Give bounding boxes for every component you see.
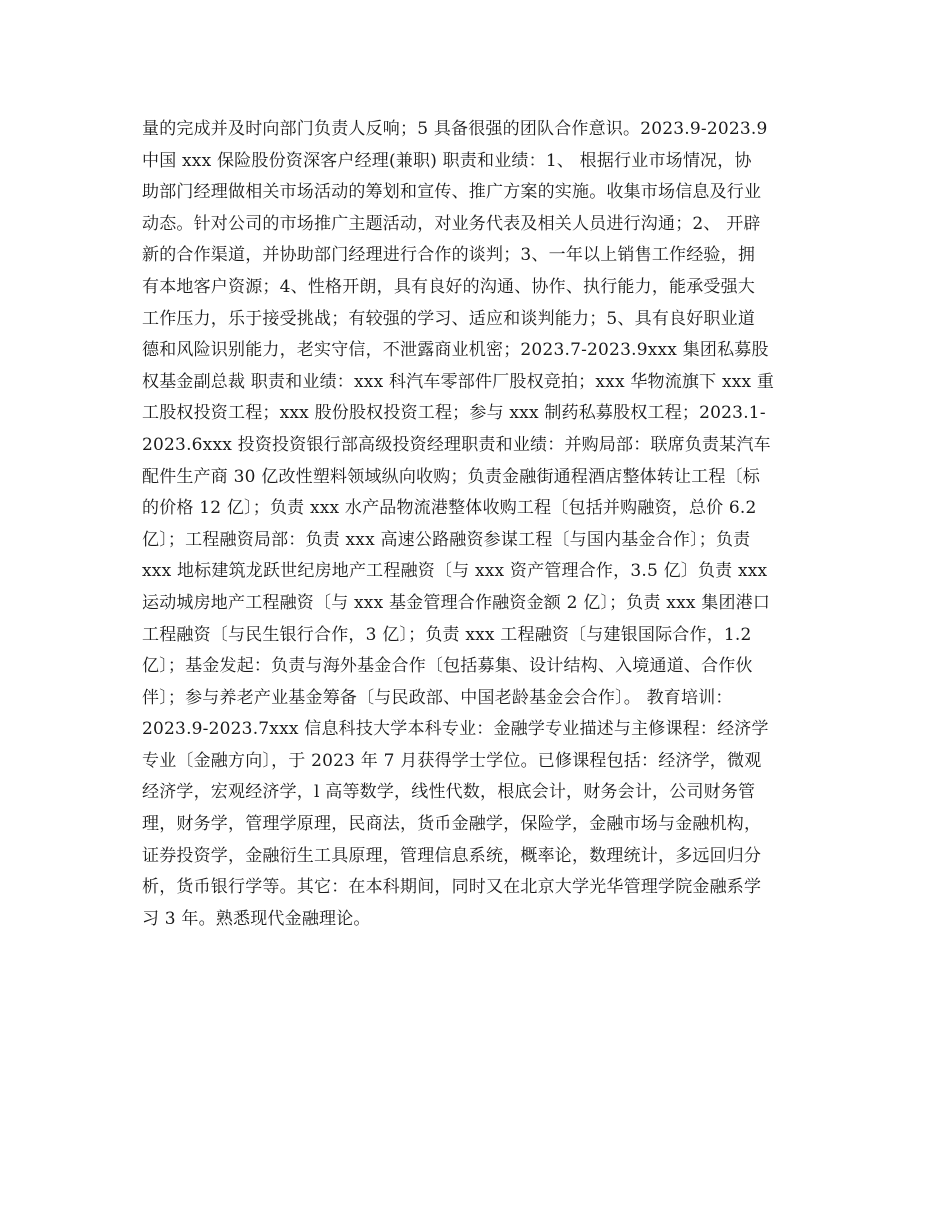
text-line: 2023.9-2023.7xxx 信息科技大学本科专业：金融学专业描述与主修课程：经济学 <box>142 719 769 740</box>
text-line: 习 3 年。熟悉现代金融理论。 <box>142 908 371 929</box>
text-line: 德和风险识别能力，老实守信，不泄露商业机密；2023.7-2023.9xxx 集团私募股 <box>142 340 769 361</box>
text-line: 伴〕；参与养老产业基金筹备〔与民政部、中国老龄基金会合作〕。 教育培训： <box>142 687 733 708</box>
text-line: 析，货币银行学等。其它：在本科期间，同时又在北京大学光华管理学院金融系学 <box>142 877 762 898</box>
text-line: 亿〕；工程融资局部：负责 xxx 高速公路融资参谋工程〔与国内基金合作〕；负责 <box>142 529 751 550</box>
text-line: 配件生产商 30 亿改性塑料领域纵向收购；负责金融街通程酒店整体转让工程〔标 <box>142 466 761 487</box>
text-line: xxx 地标建筑龙跃世纪房地产工程融资〔与 xxx 资产管理合作，3.5 亿〕负责 xxx <box>142 561 768 582</box>
text-line: 工程融资〔与民生银行合作，3 亿〕；负责 xxx 工程融资〔与建银国际合作，1.2 <box>142 624 752 645</box>
text-line: 量的完成并及时向部门负责人反响；5 具备很强的团队合作意识。2023.9-2023.9 <box>142 119 768 139</box>
text-line: 经济学，宏观经济学，l 高等数学，线性代数，根底会计，财务会计，公司财务管 <box>142 782 756 803</box>
text-line: 理，财务学，管理学原理，民商法，货币金融学，保险学，金融市场与金融机构， <box>142 814 762 835</box>
text-line: 证券投资学，金融衍生工具原理，管理信息系统，概率论，数理统计，多远回归分 <box>142 845 762 866</box>
text-line: 工作压力，乐于接受挑战；有较强的学习、适应和谈判能力；5、具有良好职业道 <box>142 308 756 329</box>
text-line: 中国 xxx 保险股份资深客户经理(兼职) 职责和业绩：1、 根据行业市场情况，协 <box>142 150 752 171</box>
text-line: 助部门经理做相关市场活动的筹划和宣传、推广方案的实施。收集市场信息及行业 <box>142 182 762 203</box>
text-line: 2023.6xxx 投资投资银行部高级投资经理职责和业绩：并购局部：联席负责某汽车 <box>142 434 771 455</box>
text-line: 新的合作渠道，并协助部门经理进行合作的谈判；3、一年以上销售工作经验，拥 <box>142 245 756 266</box>
text-line: 动态。针对公司的市场推广主题活动，对业务代表及相关人员进行沟通；2、 开辟 <box>142 213 761 234</box>
text-line: 工股权投资工程；xxx 股份股权投资工程；参与 xxx 制药私募股权工程；2023.1- <box>142 403 766 424</box>
text-line: 权基金副总裁 职责和业绩：xxx 科汽车零部件厂股权竞拍；xxx 华物流旗下 xxx 重 <box>142 371 775 392</box>
text-line: 有本地客户资源；4、性格开朗，具有良好的沟通、协作、执行能力，能承受强大 <box>142 276 756 297</box>
text-line: 的价格 12 亿〕；负责 xxx 水产品物流港整体收购工程〔包括并购融资，总价 6.2 <box>142 498 757 519</box>
body-text <box>142 114 814 935</box>
text-line: 专业〔金融方向〕，于 2023 年 7 月获得学士学位。已修课程包括：经济学，微观 <box>142 750 762 771</box>
text-line: 亿〕；基金发起：负责与海外基金合作〔包括募集、设计结构、入境通道、合作伙 <box>142 656 753 677</box>
text-line: 运动城房地产工程融资〔与 xxx 基金管理合作融资金额 2 亿〕；负责 xxx 集团港口 <box>142 592 771 613</box>
